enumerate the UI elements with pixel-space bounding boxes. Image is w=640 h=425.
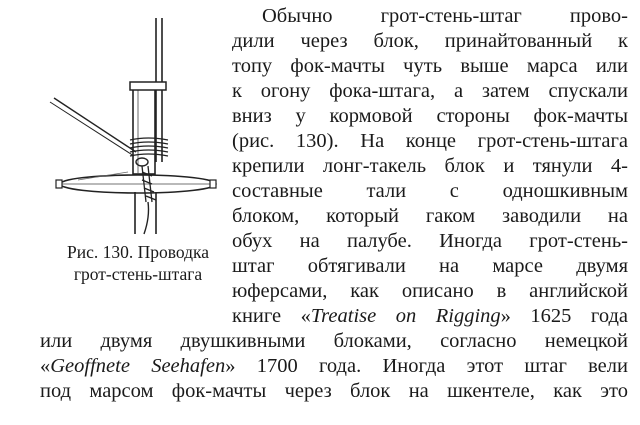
text-line: штаг обтягивали на марсе двумя xyxy=(232,255,628,277)
book-title: Treatise on Rigging xyxy=(310,305,501,327)
text-line: вниз у кормовой стороны фок-мачты xyxy=(232,105,628,127)
text-line: к огону фока-штага, а затем спускали xyxy=(232,80,628,102)
text-line: топу фок-мачты чуть выше марса или xyxy=(232,55,628,77)
caption-line-2: грот-стень-штага xyxy=(73,264,203,284)
text-segment: » 1700 года. Иногда этот штаг вели xyxy=(225,355,628,377)
text-line: крепили лонг-такель блок и тянули 4- xyxy=(232,155,628,177)
text-segment: « xyxy=(40,355,51,377)
text-line: или двумя двушкивными блоками, согласно немецкой xyxy=(40,330,628,352)
text-segment: » 1625 года xyxy=(500,305,629,327)
text-line xyxy=(40,354,628,378)
book-title: Geoffnete Seehafen xyxy=(50,355,226,377)
text-line: (рис. 130). На конце грот-стень-штага xyxy=(232,130,628,152)
text-line: обух на палубе. Иногда грот-стень- xyxy=(232,230,628,252)
text-segment: книге « xyxy=(232,305,311,327)
text-line: под марсом фок-мачты через блок на шкентеле, как это xyxy=(40,380,628,402)
caption-line-1: Рис. 130. Проводка xyxy=(66,242,210,262)
text-line: юферсами, как описано в английской xyxy=(232,280,628,302)
text-line: Обычно грот-стень-штаг прово- xyxy=(262,5,628,27)
text-line: блоком, который гаком заводили на xyxy=(232,205,628,227)
text-line: дили через блок, принайтованный к xyxy=(232,30,628,52)
text-line: составные тали с одношкивным xyxy=(232,180,628,202)
text-line xyxy=(232,304,628,328)
